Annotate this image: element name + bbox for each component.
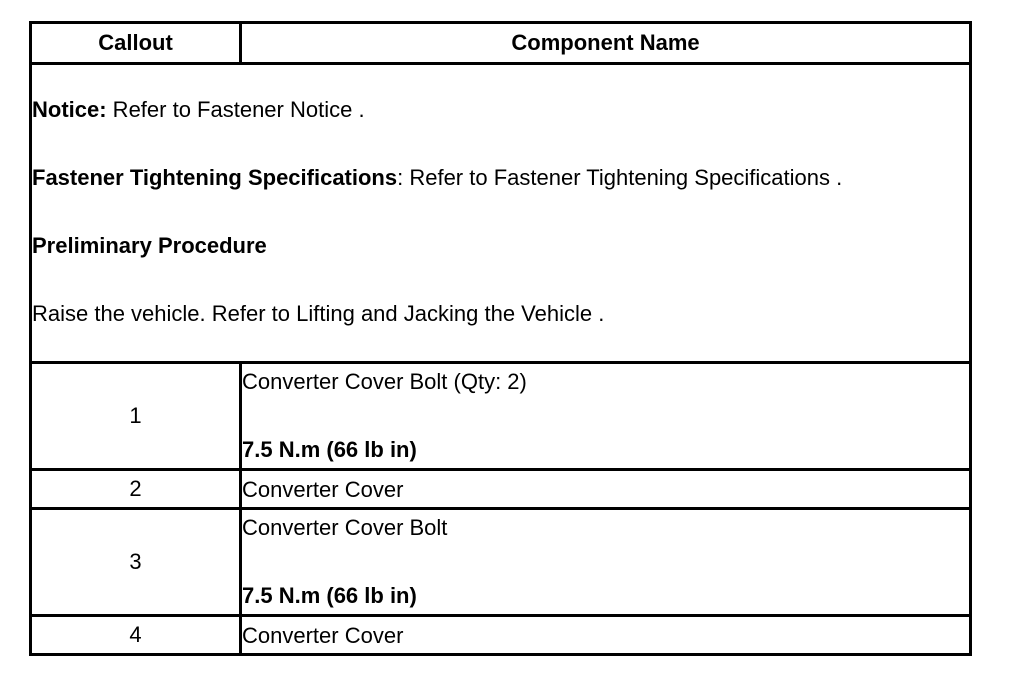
component-name: Converter Cover Bolt (Qty: 2) — [242, 369, 527, 394]
component-cell — [241, 363, 971, 470]
table-row — [31, 363, 971, 470]
component-name: Converter Cover — [242, 623, 404, 648]
component-cell — [241, 509, 971, 616]
table-row — [31, 470, 971, 509]
callout-cell: 1 — [31, 363, 241, 470]
fastener-spec-line — [32, 166, 969, 190]
component-cell — [241, 616, 971, 655]
torque-spec: 7.5 N.m (66 lb in) — [242, 583, 417, 608]
callout-header: Callout — [31, 23, 241, 64]
torque-spec: 7.5 N.m (66 lb in) — [242, 437, 417, 462]
preliminary-procedure-heading: Preliminary Procedure — [32, 232, 267, 258]
raise-vehicle-step: Raise the vehicle. Refer to Lifting and Jacking the Vehicle . — [32, 300, 605, 326]
callout-cell: 2 — [31, 470, 241, 509]
table-row — [31, 616, 971, 655]
notice-label: Notice: — [32, 96, 107, 122]
fastener-spec-text: : Refer to Fastener Tightening Specifications . — [397, 164, 843, 190]
header-row — [31, 23, 971, 64]
component-table — [29, 21, 972, 656]
callout-cell: 3 — [31, 509, 241, 616]
intro-cell — [31, 64, 971, 363]
intro-row — [31, 64, 971, 363]
notice-text: Refer to Fastener Notice . — [106, 96, 365, 122]
table-row — [31, 509, 971, 616]
fastener-spec-label: Fastener Tightening Specifications — [32, 164, 398, 190]
component-name-header: Component Name — [241, 23, 971, 64]
notice-line — [32, 98, 969, 122]
component-cell — [241, 470, 971, 509]
callout-cell: 4 — [31, 616, 241, 655]
component-name: Converter Cover — [242, 477, 404, 502]
component-name: Converter Cover Bolt — [242, 515, 448, 540]
